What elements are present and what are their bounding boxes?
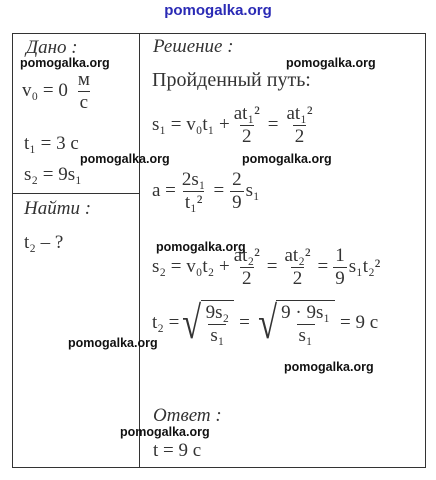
eq4-lhs: t₂ = <box>152 312 180 333</box>
eq4-root1-num: 9s₂ <box>205 302 230 324</box>
given-v0-label: v₀ = 0 <box>22 80 68 102</box>
solution-header: Решение : <box>153 36 234 57</box>
watermark: pomogalka.org <box>20 56 110 70</box>
eq2-lhs: a = <box>152 180 176 202</box>
eq3-frac1-num: at₂² <box>233 245 260 266</box>
watermark: pomogalka.org <box>242 152 332 166</box>
watermark: pomogalka.org <box>156 240 246 254</box>
answer-header: Ответ : <box>153 405 222 426</box>
given-v0-unit-den: с <box>79 91 89 113</box>
given-v0 <box>22 70 94 113</box>
eq2-tail: s₁ <box>245 180 260 202</box>
eq3-frac3-den: 9 <box>335 267 345 289</box>
eq3-lhs: s₂ = v₀t₂ + <box>152 256 230 278</box>
eq2-equals: = <box>213 180 225 202</box>
eq2-frac1-den: t₁² <box>184 191 203 213</box>
answer-value: t = 9 с <box>153 440 202 461</box>
watermark: pomogalka.org <box>68 336 158 350</box>
watermark: pomogalka.org <box>80 152 170 166</box>
eq2-frac2-num: 2 <box>232 169 242 190</box>
eq4-root1-den: s₁ <box>210 325 225 346</box>
equation-a <box>152 170 260 213</box>
eq1-frac1-den: 2 <box>242 125 252 147</box>
eq4-root2-num: 9 · 9s₁ <box>281 302 330 324</box>
equation-s2 <box>152 246 380 289</box>
given-s2: s₂ = 9s₁ <box>24 164 82 185</box>
site-title[interactable]: pomogalka.org <box>164 2 272 19</box>
watermark: pomogalka.org <box>120 425 210 439</box>
eq4-root2-den: s₁ <box>298 325 313 346</box>
sqrt-1 <box>179 297 234 348</box>
eq2-frac2-den: 9 <box>232 191 242 213</box>
eq3-frac3-num: 1 <box>335 245 345 266</box>
watermark: pomogalka.org <box>286 56 376 70</box>
solution-subtitle: Пройденный путь: <box>152 69 311 91</box>
given-t1: t₁ = 3 с <box>24 133 79 154</box>
eq1-frac2-num: at₁² <box>286 103 313 124</box>
given-header: Дано : <box>26 37 78 58</box>
sqrt-icon: √ <box>258 297 277 348</box>
given-v0-unit-num: м <box>77 69 90 90</box>
eq3-equals-1: = <box>266 256 278 278</box>
eq4-equals: = <box>239 312 250 333</box>
find-question: t₂ – ? <box>24 232 64 253</box>
find-header: Найти : <box>24 198 92 219</box>
eq1-frac1-num: at₁² <box>233 103 260 124</box>
eq4-result: = 9 с <box>339 312 379 333</box>
watermark: pomogalka.org <box>284 360 374 374</box>
sqrt-icon: √ <box>182 297 202 348</box>
eq3-equals-2: = <box>317 256 329 278</box>
eq3-frac2-den: 2 <box>292 267 303 289</box>
eq3-frac1-den: 2 <box>242 267 252 289</box>
sqrt-2 <box>255 297 335 348</box>
eq3-tail: s₁t₂² <box>348 256 381 278</box>
given-find-divider <box>12 193 140 194</box>
eq2-frac1-num: 2s₁ <box>181 169 206 190</box>
eq1-frac2-den: 2 <box>294 125 305 147</box>
equation-t2 <box>152 297 379 348</box>
column-divider <box>139 33 140 467</box>
eq3-frac2-num: at₂² <box>284 245 311 266</box>
equation-s1 <box>152 104 317 147</box>
eq1-lhs: s₁ = v₀t₁ + <box>152 114 230 136</box>
eq1-equals: = <box>267 114 279 136</box>
